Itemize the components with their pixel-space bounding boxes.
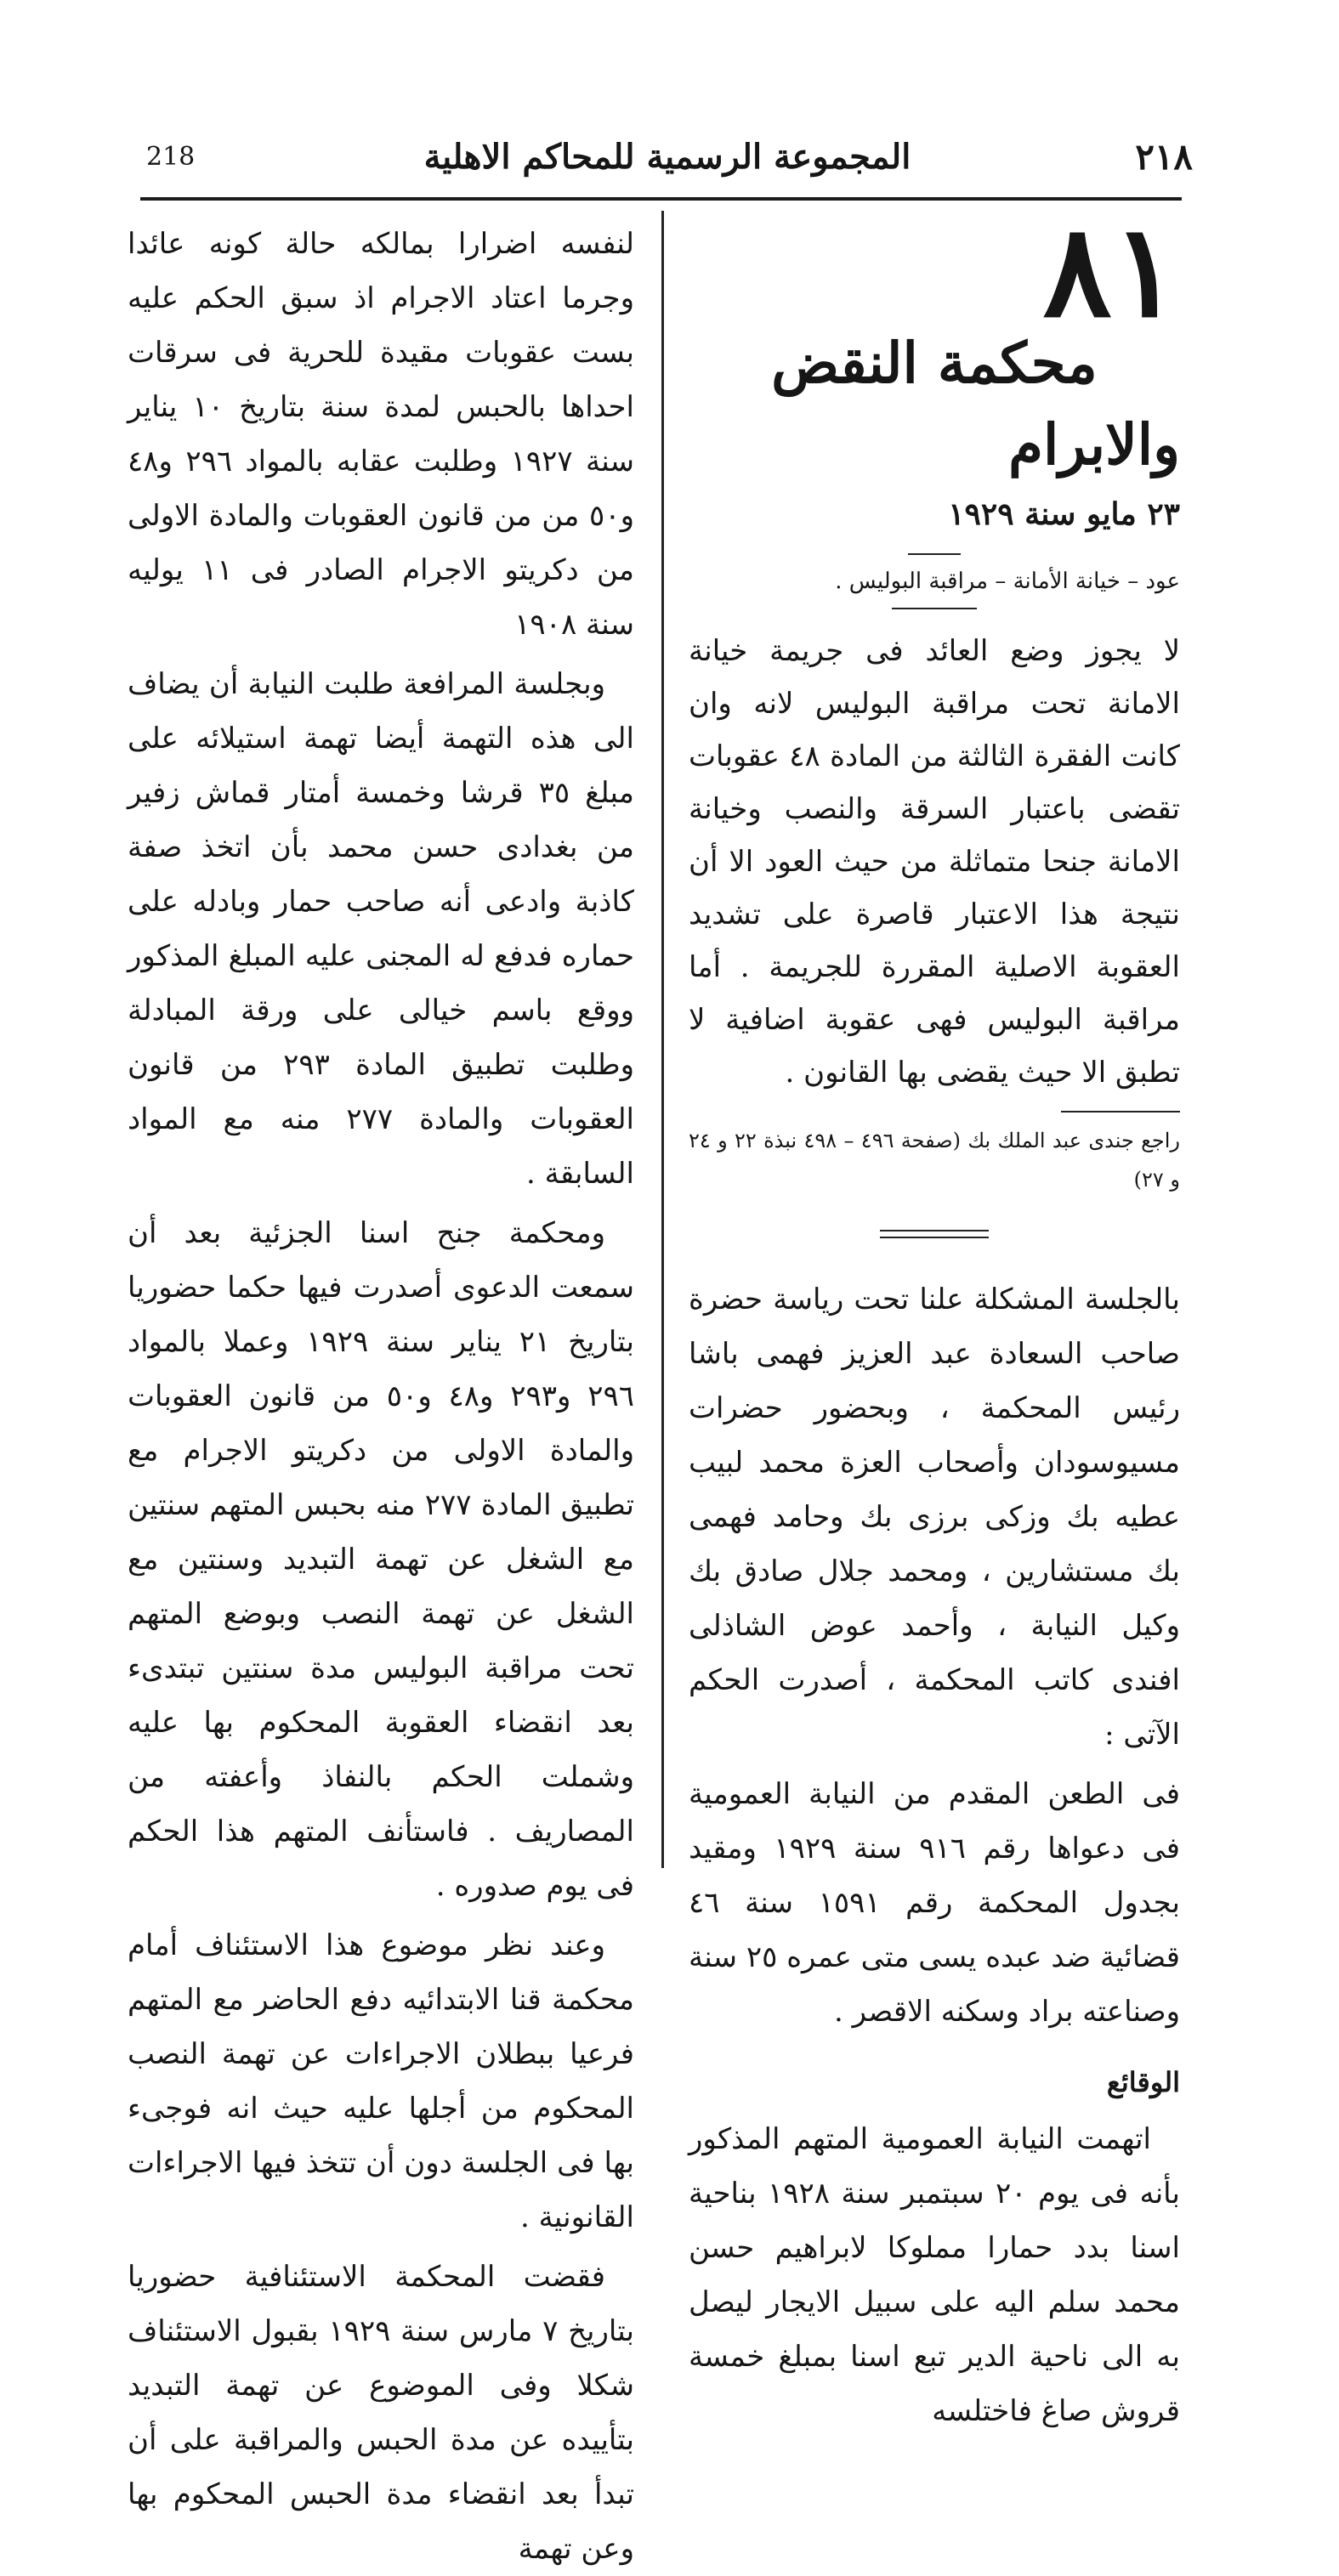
facts-heading: الوقائع [1106, 2066, 1180, 2098]
body-paragraph: وبجلسة المرافعة طلبت النيابة أن يضاف الى هذه التهمة أيضا تهمة استيلائه على مبلغ ٣٥ قرشا وخمسة أمتار قماش زفير من بغدادى حسن محمد بأن اتخذ صفة كاذبة وادعى أنه صاحب حمار وبادله على حماره فدفع له المجنى عليه المبلغ المذكور ووقع باسم خيالى على ورقة المبادلة وطلبت تطبيق المادة ٢٩٣ من قانون العقوبات والمادة ٢٧٧ منه مع المواد السابقة . [128, 667, 634, 1191]
case-number: ٨١ [1042, 196, 1180, 346]
column-divider [661, 211, 664, 1868]
body-paragraph: فقضت المحكمة الاستئنافية حضوريا بتاريخ ٧ مارس سنة ١٩٢٩ بقبول الاستئناف شكلا وفى الموضوع عن تهمة التبديد بتأييده عن مدة الحبس والمراقبة على أن تبدأ بعد انقضاء مدة الحبس المحكوم بها وعن تهمة [128, 2260, 635, 2566]
court-name: محكمة النقض والابرام [771, 330, 1180, 478]
journal-title: المجموعة الرسمية للمحاكم الاهلية [423, 137, 911, 177]
footnote-rule [1061, 1111, 1180, 1112]
header-rule [140, 197, 1182, 201]
divider [892, 608, 977, 609]
reference-note: راجع جندى عبد الملك بك (صفحة ٤٩٦ – ٤٩٨ نبذة ٢٢ و ٢٤ و ٢٧) [689, 1129, 1180, 1192]
right-column [689, 196, 1181, 2438]
double-divider [880, 1230, 989, 1238]
divider [908, 553, 961, 555]
left-column [128, 217, 634, 2576]
session-paragraph: بالجلسة المشكلة علنا تحت رياسة حضرة صاحب السعادة عبد العزيز فهمى باشا رئيس المحكمة ، وبحضور حضرات مسيوسودان وأصحاب العزة محمد لبيب عطيه بك وزكى برزى بك وحامد فهمى بك مستشارين ، ومحمد جلال صادق بك وكيل النيابة ، وأحمد عوض الشاذلى افندى كاتب المحكمة ، أصدرت الحكم الآتى : [689, 1282, 1180, 1752]
judgment-date: ٢٣ مايو سنة ١٩٢٩ [948, 496, 1180, 532]
body-paragraph: ومحكمة جنح اسنا الجزئية بعد أن سمعت الدعوى أصدرت فيها حكما حضوريا بتاريخ ٢١ يناير سنة ١٩٢٩ وعملا بالمواد ٢٩٦ و٢٩٣ و٤٨ و٥٠ من قانون العقوبات والمادة الاولى من دكريتو الاجرام مع تطبيق المادة ٢٧٧ منه بحبس المتهم سنتين مع الشغل عن تهمة التبديد وسنتين مع الشغل عن تهمة النصب وبوضع المتهم تحت مراقبة البوليس مدة سنتين تبتدىء بعد انقضاء العقوبة المحكوم بها عليه وشملت الحكم بالنفاذ وأعفته من المصاريف . فاستأنف المتهم هذا الحكم فى يوم صدوره . [128, 1216, 634, 1903]
page-number-latin: 218 [146, 142, 196, 172]
facts-paragraph: اتهمت النيابة العمومية المتهم المذكور بأنه فى يوم ٢٠ سبتمبر سنة ١٩٢٨ بناحية اسنا بدد حمارا مملوكا لابراهيم حسن محمد سلم اليه على سبيل الايجار ليصل به الى ناحية الدير تبع اسنا بمبلغ خمسة قروش صاغ فاختلسه [689, 2122, 1180, 2428]
legal-principle: لا يجوز وضع العائد فى جريمة خيانة الامانة تحت مراقبة البوليس لانه وان كانت الفقرة الثالثة من المادة ٤٨ عقوبات تقضى باعتبار السرقة والنصب وخيانة الامانة جنحا متماثلة من حيث العود الا أن نتيجة هذا الاعتبار قاصرة على تشديد العقوبة الاصلية المقررة للجريمة . أما مراقبة البوليس فهى عقوبة اضافية لا تطبق الا حيث يقضى بها القانون . [689, 634, 1180, 1090]
keywords: عود – خيانة الأمانة – مراقبة البوليس . [835, 569, 1180, 594]
page-number-arabic: ٢١٨ [1135, 136, 1193, 178]
appeal-paragraph: فى الطعن المقدم من النيابة العمومية فى دعواها رقم ٩١٦ سنة ١٩٢٩ ومقيد بجدول المحكمة رقم ١٥٩١ سنة ٤٦ قضائية ضد عبده يسى متى عمره ٢٥ سنة وصناعته براد وسكنه الاقصر . [689, 1777, 1181, 2029]
body-paragraph: لنفسه اضرارا بمالكه حالة كونه عائدا وجرما اعتاد الاجرام اذ سبق الحكم عليه بست عقوبات مقيدة للحرية فى سرقات احداها بالحبس لمدة سنة بتاريخ ١٠ يناير سنة ١٩٢٧ وطلبت عقابه بالمواد ٢٩٦ و٤٨ و٥٠ من من قانون العقوبات والمادة الاولى من دكريتو الاجرام الصادر فى ١١ يوليه سنة ١٩٠٨ [128, 227, 635, 642]
body-paragraph: وعند نظر موضوع هذا الاستئناف أمام محكمة قنا الابتدائيه دفع الحاضر مع المتهم فرعيا ببطلان الاجراءات عن تهمة النصب المحكوم من أجلها عليه حيث انه فوجىء بها فى الجلسة دون أن تتخذ فيها الاجراءات القانونية . [128, 1928, 634, 2234]
